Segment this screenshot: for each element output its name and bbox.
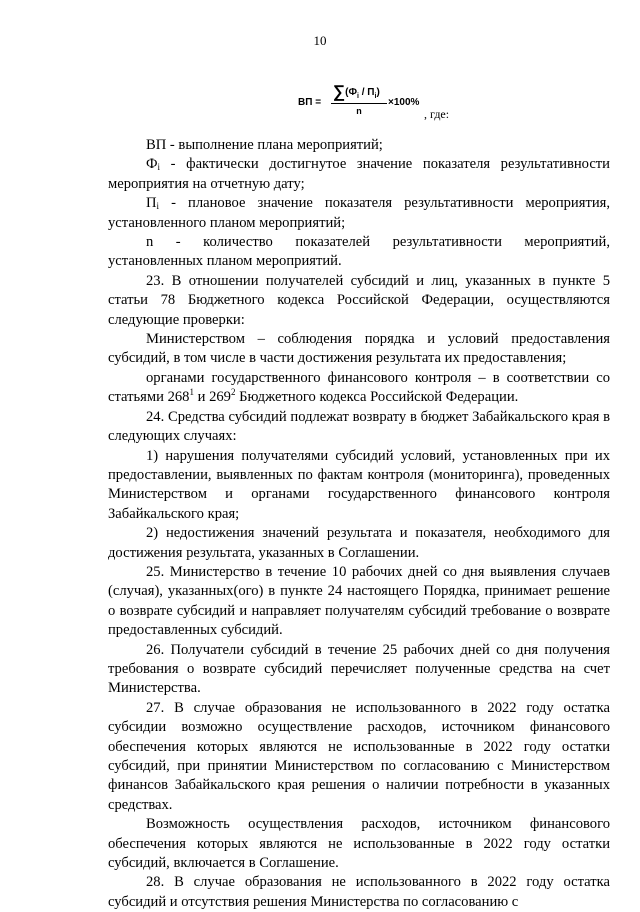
formula-fraction (331, 82, 387, 116)
formula-denominator: n (356, 106, 362, 116)
formula-lhs: ВП = (298, 97, 322, 108)
performance-formula (298, 78, 498, 120)
document-body (108, 136, 610, 912)
definition-vp: ВП - выполнение плана мероприятий; (146, 137, 383, 153)
paragraph-23-control: органами государственного финансового контроля – в соответствии со статьями $268^1$ и $269^2$ Бюджетного кодекса Российской Федерации. (108, 369, 610, 406)
paragraph-28: 28. В случае образования не использованного в 2022 году остатка субсидий и отсутствия решения Министерства по согласованию с (108, 874, 610, 910)
fraction-bar (331, 103, 387, 104)
paragraph-24: 24. Средства субсидий подлежат возврату в бюджет Забайкальского края в следующих случаях: (108, 408, 610, 445)
paragraph-27-possibility: Возможность осуществления расходов, источником финансового обеспечения которых являются не использованные в 2022 году остатки субсидий, включается в Соглашение. (108, 816, 610, 872)
sum-icon: ∑ (333, 82, 346, 101)
paragraph-23: 23. В отношении получателей субсидий и лиц, указанных в пункте 5 статьи 78 Бюджетного кодекса Российской Федерации, осуществляются следующие проверки: (108, 272, 610, 328)
paragraph-25: 25. Министерство в течение 10 рабочих дней со дня выявления случаев (случая), указанных(ого) в пункте 24 настоящего Порядка, принимает решение о возврате субсидий и направляет получателям субсидий требование о возврате предоставленных субсидий. (108, 563, 610, 639)
paragraph-27: 27. В случае образования не использованного в 2022 году остатка субсидии возможно осуществление расходов, источником финансового обеспечения которых являются не использованные в 2022 году остатки субсидий, при принятии Министерством по согласованию с Министерством финансов Забайкальского края решения о наличии потребности в указанных средствах. (108, 699, 610, 813)
formula-numerator: $\sum(Ф_i / П_i)$ (333, 82, 380, 101)
definition-fi: $Ф_i$ - фактически достигнутое значение показателя результативности мероприятия на отчетную дату; (108, 156, 610, 192)
paragraph-24-item-2: 2) недостижения значений результата и показателя, необходимого для достижения результата, указанных в Соглашении. (108, 525, 610, 561)
definition-pi: $П_i$ - плановое значение показателя результативности мероприятия, установленного планом мероприятий; (108, 195, 610, 231)
page-number: 10 (313, 33, 327, 48)
definition-n: n - количество показателей результативности мероприятий, установленных планом мероприятий. (108, 234, 610, 270)
paragraph-26: 26. Получатели субсидий в течение 25 рабочих дней со дня получения требования о возврате субсидий перечисляет полученные средства на счет Министерства. (108, 641, 610, 697)
paragraph-23-ministry: Министерством – соблюдения порядка и условий предоставления субсидий, в том числе в части достижения результата их предоставления; (108, 331, 610, 367)
formula-multiplier: ×100% (388, 97, 420, 108)
formula-where: , где: (424, 107, 450, 121)
paragraph-24-item-1: 1) нарушения получателями субсидий условий, установленных при их предоставлении, выявленных по фактам контроля (мониторинга), проведенных Министерством и органами государственного финансового контроля Забайкальского края; (108, 447, 610, 522)
